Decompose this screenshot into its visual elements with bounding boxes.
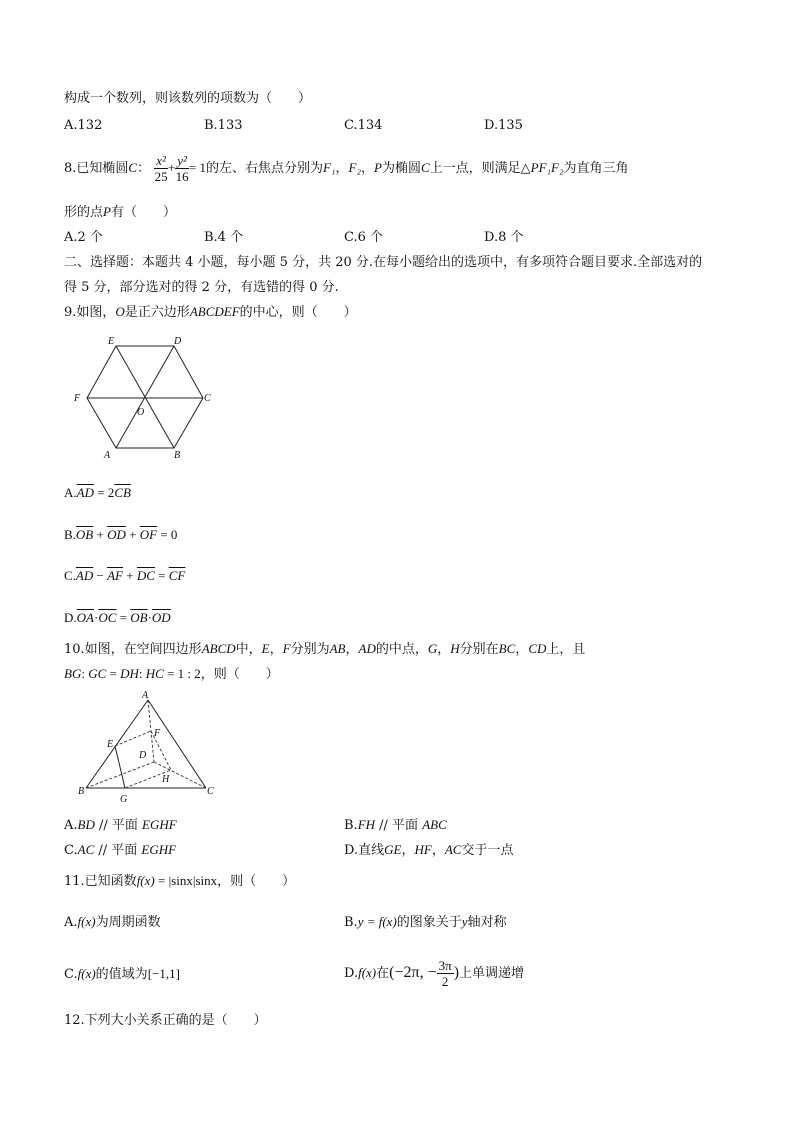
label-b: B [174,450,181,461]
label-b: B [78,786,85,797]
q12-stem: 12.下列大小关系正确的是（ ） [64,1013,267,1028]
q11-option-c: C.f(x)的值域为[−1,1] [64,966,180,982]
q9-stem: 9.如图，O是正六边形ABCDEF的中心，则（ ） [64,304,357,320]
q9-option-a: $A.\overline{AD} = 2\overline{CB}$ [64,485,131,500]
q8-option-a: A.2 个 [64,230,103,245]
q10-option-c: C.AC // 平面 EGHF [64,842,177,858]
q7-option-b: B.133 [204,118,243,133]
q11-option-d: D.f(x)在(−2π, − $\frac{3\pi}{2}$ )上单调递增 [344,958,525,989]
q8-option-c: C.6 个 [344,230,384,245]
section2-instructions-1: 二、选择题：本题共 4 小题，每小题 5 分，共 20 分.在每小题给出的选项中，有多项符合题目要求.全部选对的 [64,255,703,270]
q10-option-b: B.FH // 平面 ABC [344,817,447,833]
q7-option-a: A.132 [64,118,103,133]
edge-ac [148,700,206,788]
label-g: G [120,794,128,805]
q7-option-c: C.134 [344,118,383,133]
label-h: H [162,774,170,785]
label-a: A [104,450,111,461]
q7-option-d: D.135 [484,118,523,133]
q8-option-b: B.4 个 [204,230,244,245]
q8-fraction-x: $\frac{\text{x²}}{25}$ [154,153,168,184]
q9-hexagon-figure [70,333,220,463]
q9-option-c: $C.\overline{AD} - \overline{AF} + \overline{DC} = \overline{CF}$ [64,568,186,583]
q8-fraction-y: $\frac{\text{y²}}{16}$ [175,153,189,184]
q9-option-d: $D.\overline{OA}\cdot\overline{OC} = \overline{OB}\cdot\overline{OD}$ [64,610,171,625]
section2-instructions-2: 得 5 分，部分选对的得 2 分，有选错的得 0 分. [64,280,339,295]
q10-tetrahedron-figure [78,690,218,808]
label-f: F [154,728,161,739]
q11-stem: 11.已知函数f(x) = |sinx|sinx，则（ ） [64,873,296,889]
q11-option-a: A.f(x)为周期函数 [64,914,161,930]
label-e: E [107,739,114,750]
q10-option-a: A.BD // 平面 EGHF [64,817,177,833]
label-a: A [142,690,149,701]
label-c: C [204,393,211,404]
q8-stem: 8.已知椭圆C： $\frac{\text{x²}}{25}$ + $\frac{\text{y²}}{16}$ = 1的左、右焦点分别为F₁，F₂，P为椭圆C上一点，则满足△PF₁F₂为直角三角 [64,153,629,184]
q7-continuation: 构成一个数列，则该数列的项数为（ ） [64,91,312,106]
label-d: D [174,336,182,347]
q9-option-b: $B.\overline{OB} + \overline{OD} + \overline{OF} = 0$ [64,527,178,542]
edge-ab [86,700,148,788]
q11-d-fraction: $\frac{3\pi}{2}$ [438,958,452,989]
q10-option-d: D.直线GE，HF，AC交于一点 [344,842,514,858]
label-o: O [137,407,145,418]
label-d: D [139,750,147,761]
q8-option-d: D.8 个 [484,230,524,245]
label-e: E [108,336,115,347]
q10-stem-line1: 10.如图，在空间四边形ABCD中，E，F分别为AB，AD的中点，G，H分别在BC，CD上，且 [64,641,586,657]
q8-stem-line2: 形的点P有（ ） [64,204,176,220]
q11-option-b: B.y = f(x)的图象关于y轴对称 [344,914,507,930]
segment-eg [115,746,125,788]
label-c: C [207,786,214,797]
q10-stem-line2: BG: GC = DH: HC = 1 : 2，则（ ） [64,666,279,681]
label-f: F [74,393,81,404]
